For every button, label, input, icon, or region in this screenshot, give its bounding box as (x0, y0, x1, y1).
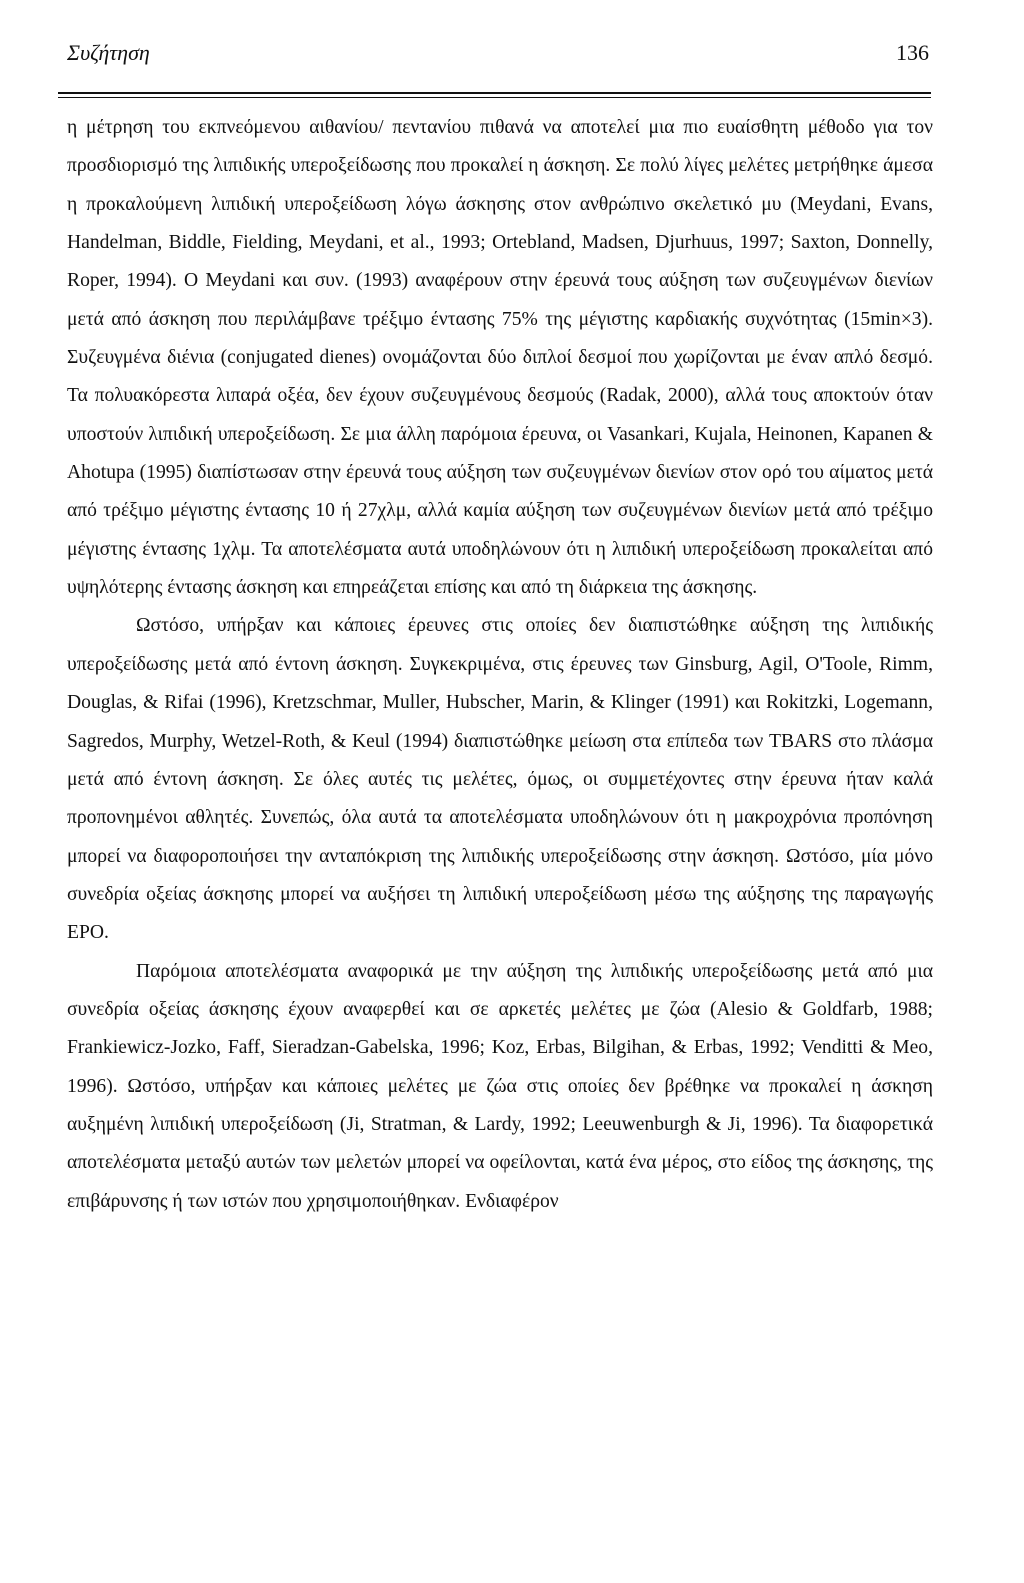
page-number: 136 (896, 40, 929, 65)
header-rule (58, 92, 931, 94)
section-title: Συζήτηση (67, 40, 150, 65)
body-text (67, 109, 933, 1221)
paragraph-1: η μέτρηση του εκπνεόμενου αιθανίου/ πεντανίου πιθανά να αποτελεί μια πιο ευαίσθητη μέθοδο για τον προσδιορισμό της λιπιδικής υπεροξείδωσης που προκαλεί η άσκηση. Σε πολύ λίγες μελέτες μετρήθηκε άμεσα η προκαλούμενη λιπιδική υπεροξείδωση λόγω άσκησης στον ανθρώπινο σκελετικό μυ (Meydani, Evans, Handelman, Biddle, Fielding, Meydani, et al., 1993; Ortebland, Madsen, Djurhuus, 1997; Saxton, Donnelly, Roper, 1994). Ο Meydani και συν. (1993) αναφέρουν στην έρευνά τους αύξηση των συζευγμένων διενίων μετά από άσκηση που περιλάμβανε τρέξιμο έντασης 75% της μέγιστης καρδιακής συχνότητας (15min×3). Συζευγμένα διένια (conjugated dienes) ονομάζονται δύο διπλοί δεσμοί που χωρίζονται με έναν απλό δεσμό. Τα πολυακόρεστα λιπαρά οξέα, δεν έχουν συζευγμένους δεσμούς (Radak, 2000), αλλά τους αποκτούν όταν υποστούν λιπιδική υπεροξείδωση. Σε μια άλλη παρόμοια έρευνα, οι Vasankari, Kujala, Heinonen, Kapanen & Ahotupa (1995) διαπίστωσαν στην έρευνά τους αύξηση των συζευγμένων διενίων στον ορό του αίματος μετά από τρέξιμο μέγιστης έντασης 10 ή 27χλμ, αλλά καμία αύξηση των συζευγμένων διενίων μετά από τρέξιμο μέγιστης έντασης 1χλμ. Τα αποτελέσματα αυτά υποδηλώνουν ότι η λιπιδική υπεροξείδωση προκαλείται από υψηλότερης έντασης άσκηση και επηρεάζεται επίσης και από τη διάρκεια της άσκησης. (67, 117, 933, 599)
paragraph-3: Παρόμοια αποτελέσματα αναφορικά με την αύξηση της λιπιδικής υπεροξείδωσης μετά από μια συνεδρία οξείας άσκησης έχουν αναφερθεί και σε αρκετές μελέτες με ζώα (Alesio & Goldfarb, 1988; Frankiewicz-Jozko, Faff, Sieradzan-Gabelska, 1996; Koz, Erbas, Bilgihan, & Erbas, 1992; Venditti & Meo, 1996). Ωστόσο, υπήρξαν και κάποιες μελέτες με ζώα στις οποίες δεν βρέθηκε να προκαλεί η άσκηση αυξημένη λιπιδική υπεροξείδωση (Ji, Stratman, & Lardy, 1992; Leeuwenburgh & Ji, 1996). Τα διαφορετικά αποτελέσματα μεταξύ αυτών των μελετών μπορεί να οφείλονται, κατά ένα μέρος, στο είδος της άσκησης, της επιβάρυνσης ή των ιστών που χρησιμοποιήθηκαν. Ενδιαφέρον (67, 960, 933, 1212)
paragraph-2: Ωστόσο, υπήρξαν και κάποιες έρευνες στις οποίες δεν διαπιστώθηκε αύξηση της λιπιδικής υπεροξείδωσης μετά από έντονη άσκηση. Συγκεκριμένα, στις έρευνες των Ginsburg, Agil, O'Toole, Rimm, Douglas, & Rifai (1996), Kretzschmar, Muller, Hubscher, Marin, & Klinger (1991) και Rokitzki, Logemann, Sagredos, Murphy, Wetzel-Roth, & Keul (1994) διαπιστώθηκε μείωση στα επίπεδα των TBARS στο πλάσμα μετά από έντονη άσκηση. Σε όλες αυτές τις μελέτες, όμως, οι συμμετέχοντες στην έρευνα ήταν καλά προπονημένοι αθλητές. Συνεπώς, όλα αυτά τα αποτελέσματα υποδηλώνουν ότι η μακροχρόνια προπόνηση μπορεί να διαφοροποιήσει την ανταπόκριση της λιπιδικής υπεροξείδωσης στην άσκηση. Ωστόσο, μία μόνο συνεδρία οξείας άσκησης μπορεί να αυξήσει τη λιπιδική υπεροξείδωση μέσω της αύξησης της παραγωγής EPO. (67, 615, 933, 944)
page-header (67, 40, 929, 76)
